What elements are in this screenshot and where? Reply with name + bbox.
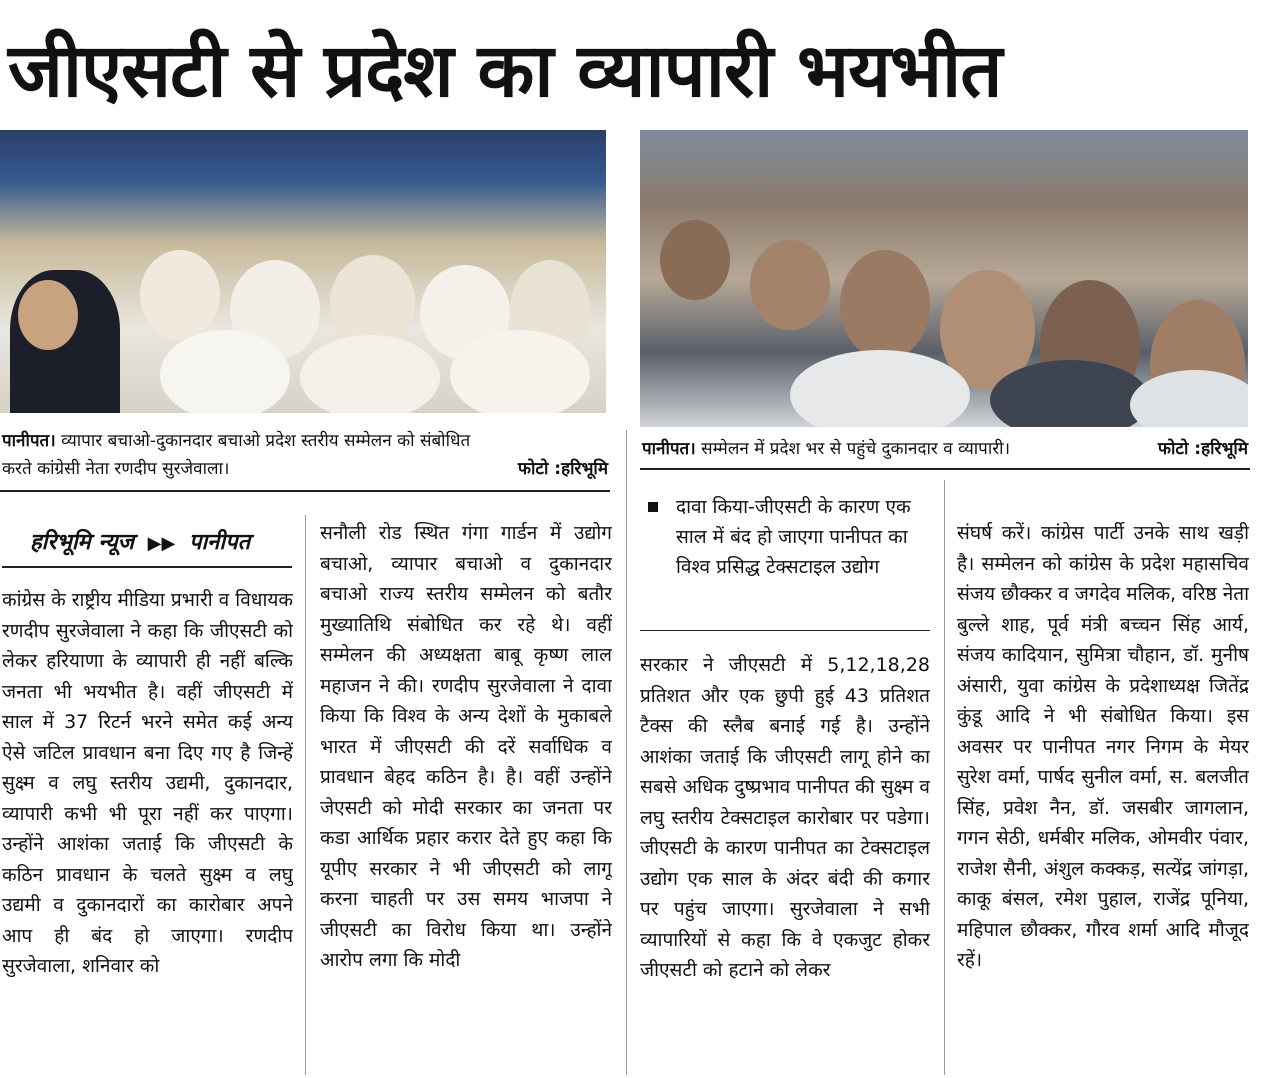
bullet-icon — [648, 502, 658, 512]
highlight-text: दावा किया-जीएसटी के कारण एक साल में बंद हो जाएगा पानीपत का विश्व प्रसिद्ध टेक्सटाइल उद्योग — [676, 496, 911, 578]
column-text: संघर्ष करें। कांग्रेस पार्टी उनके साथ खड़ी है। सम्मेलन को कांग्रेस के प्रदेश महासचिव संजय छौक्कर व जगदेव मलिक, वरिष्ठ नेता बुल्ले शाह, पूर्व मंत्री बच्चन सिंह आर्य, संजय कादियान, सुमित्रा चौहान, डॉ. मुनीष अंसारी, युवा कांग्रेस के प्रदेशाध्यक्ष जितेंद्र कुंडू आदि ने भी संबोधित किया। इस अवसर पर पानीपत नगर निगम के मेयर सुरेश वर्मा, पार्षद सुनील वर्मा, स. बलजीत सिंह, प्रवेश नैन, डॉ. जसबीर जागलान, गगन सेठी, धर्मबीर मलिक, ओमवीर पंवार, राजेश सैनी, अंशुल कक्कड़, सत्येंद्र जांगड़ा, काकू बंसल, रमेश पुहाल, राजेंद्र पूनिया, महिपाल छौक्कर, गौरव शर्मा आदि मौजूद रहें। — [957, 522, 1249, 971]
photo1-caption-text: व्यापार बचाओ-दुकानदार बचाओ प्रदेश स्तरीय सम्मेलन को संबोधित — [61, 431, 471, 451]
column-divider — [305, 515, 306, 1075]
article-column-1 — [2, 585, 293, 982]
column-divider — [626, 430, 627, 1075]
conference-speaker-photo — [0, 130, 606, 413]
audience-photo — [640, 130, 1248, 427]
photo2-caption — [642, 436, 1248, 463]
headline: जीएसटी से प्रदेश का व्यापारी भयभीत — [8, 28, 1002, 114]
divider — [640, 468, 1250, 470]
divider — [640, 630, 930, 631]
article-column-2 — [320, 518, 612, 976]
article-column-4 — [957, 518, 1249, 976]
column-text: कांग्रेस के राष्ट्रीय मीडिया प्रभारी व विधायक रणदीप सुरजेवाला ने कहा कि जीएसटी को लेकर हरियाणा के व्यापारी ही नहीं बल्कि जनता भी भयभीत है। वहीं जीएसटी में साल में 37 रिटर्न भरने समेत कई अन्य ऐसे जटिल प्रावधान बना दिए गए है जिन्हें सुक्ष्म व लघु स्तरीय उद्यमी, दुकानदार, व्यापारी कभी भी पूरा नहीं कर पाएगा। उन्होंने आशंका जताई कि जीएसटी के कठिन प्रावधान के चलते सुक्ष्म व लघु उद्यमी व दुकानदारों का कारोबार अपने आप ही बंद हो जाएगा। रणदीप सुरजेवाला, शनिवार को — [2, 589, 293, 977]
byline-arrows: ▶▶ — [147, 533, 176, 554]
byline-source: हरिभूमि न्यूज — [30, 530, 134, 555]
byline-place: पानीपत — [188, 530, 251, 555]
divider — [2, 566, 292, 568]
column-divider — [944, 480, 945, 1075]
column-text: सरकार ने जीएसटी में 5,12,18,28 प्रतिशत और एक छुपी हुई 43 प्रतिशत टैक्स की स्लैब बनाई गई है। उन्होंने आशंका जताई कि जीएसटी लागू होने का सबसे अधिक दुष्प्रभाव पानीपत की सुक्ष्म व लघु स्तरीय टेक्सटाइल कारोबार पर पडेगा। जीएसटी के कारण पानीपत का टेक्सटाइल उद्योग एक साल के अंदर बंदी की कगार पर पहुंच जाएगा। सुरजेवाला ने सभी व्यापारियों से कहा कि वे एकजुट होकर जीएसटी को हटाने को लेकर — [640, 654, 930, 981]
highlight-box — [648, 492, 938, 582]
article-column-3 — [640, 650, 930, 986]
byline — [30, 526, 250, 556]
divider — [0, 490, 610, 492]
photo2-caption-text: सम्मेलन में प्रदेश भर से पहुंचे दुकानदार व व्यापारी। — [701, 439, 1011, 459]
photo2-credit: फोटो :हरिभूमि — [1157, 439, 1248, 459]
photo1-caption-line1 — [2, 428, 608, 455]
photo2-caption-place: पानीपत। — [642, 439, 696, 459]
photo1-caption-place: पानीपत। — [2, 431, 56, 451]
photo1-caption-text2: करते कांग्रेसी नेता रणदीप सुरजेवाला। — [2, 459, 230, 479]
column-text: सनौली रोड स्थित गंगा गार्डन में उद्योग बचाओ, व्यापार बचाओ व दुकानदार बचाओ राज्य स्तरीय सम्मेलन को बतौर मुख्यातिथि संबोधित कर रहे थे। वहीं सम्मेलन की अध्यक्षता बाबू कृष्ण लाल महाजन ने की। रणदीप सुरजेवाला ने दावा किया कि विश्व के अन्य देशों के मुकाबले भारत में जीएसटी की दरें सर्वाधिक व प्रावधान बेहद कठिन है। है। वहीं उन्होंने जेएसटी को मोदी सरकार का जनता पर कडा आर्थिक प्रहार करार देते हुए कहा कि यूपीए सरकार ने भी जीएसटी को लागू करना चाहती पर उस समय भाजपा ने जीएसटी का विरोध किया था। उन्होंने आरोप लगा कि मोदी — [320, 522, 612, 971]
photo1-credit: फोटो :हरिभूमि — [517, 459, 608, 479]
photo1-caption-line2 — [2, 456, 608, 483]
